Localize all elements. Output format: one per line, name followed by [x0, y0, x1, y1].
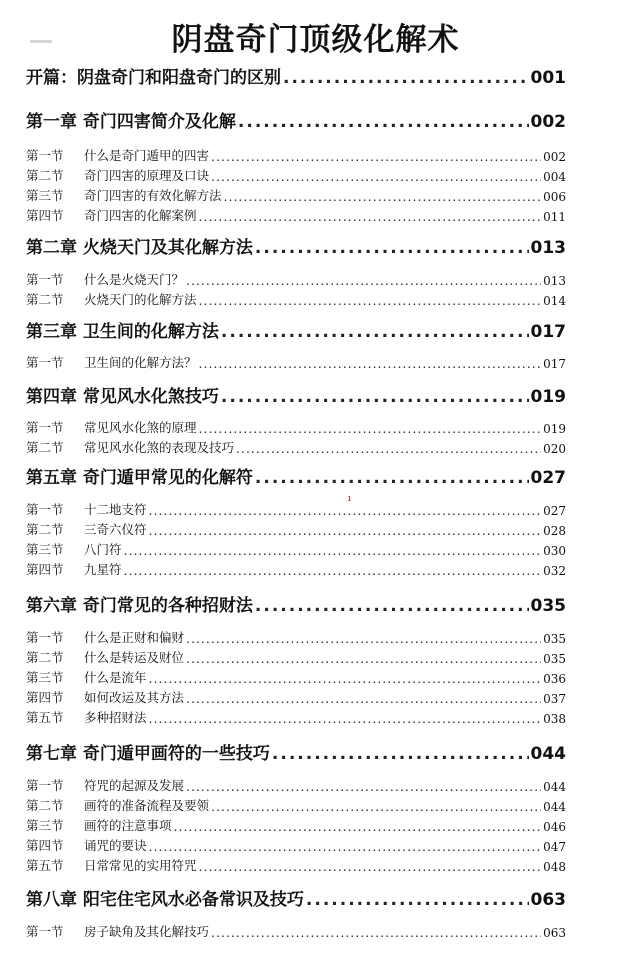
section-number: 第五节	[26, 858, 64, 873]
leader-dots	[236, 441, 541, 456]
section-label	[26, 418, 197, 436]
section-label	[26, 438, 234, 456]
chapter-page: 019	[530, 387, 566, 407]
leader-dots	[211, 169, 541, 184]
leader-dots	[283, 68, 529, 88]
section-page: 006	[543, 190, 566, 204]
section-label	[26, 856, 197, 874]
section-page: 063	[543, 926, 566, 940]
section-title: 八门符	[84, 542, 122, 557]
section-row	[26, 418, 566, 436]
section-label	[26, 628, 184, 646]
leader-dots	[199, 293, 542, 308]
section-number: 第二节	[26, 292, 64, 307]
section-row	[26, 540, 566, 558]
section-page: 044	[543, 800, 566, 814]
section-page: 020	[543, 442, 566, 456]
section-number: 第一节	[26, 924, 64, 939]
section-number: 第三节	[26, 818, 64, 833]
section-label	[26, 540, 122, 558]
chapter-row	[26, 385, 566, 407]
section-row	[26, 922, 566, 940]
section-title: 画符的注意事项	[84, 818, 172, 833]
leader-dots	[124, 543, 542, 558]
section-label	[26, 206, 197, 224]
leader-dots	[149, 671, 542, 686]
chapter-label: 第二章 火烧天门及其化解方法	[26, 238, 253, 258]
leader-dots	[149, 839, 542, 854]
leader-dots	[221, 322, 529, 342]
section-row	[26, 816, 566, 834]
section-number: 第一节	[26, 272, 64, 287]
section-page: 044	[543, 780, 566, 794]
section-row	[26, 186, 566, 204]
section-page: 035	[543, 652, 566, 666]
section-title: 如何改运及其方法	[84, 690, 185, 705]
section-label	[26, 560, 122, 578]
section-number: 第四节	[26, 562, 64, 577]
leader-dots	[149, 503, 542, 518]
leader-dots	[255, 238, 529, 258]
section-page: 036	[543, 672, 566, 686]
leader-dots	[238, 112, 529, 132]
section-page: 019	[543, 422, 566, 436]
chapter-row	[26, 320, 566, 342]
section-number: 第二节	[26, 440, 64, 455]
section-page: 013	[543, 274, 566, 288]
chapter-row	[26, 594, 566, 616]
leader-dots	[174, 819, 542, 834]
section-label	[26, 353, 197, 371]
section-page: 032	[543, 564, 566, 578]
section-row	[26, 270, 566, 288]
section-number: 第四节	[26, 208, 64, 223]
section-title: 卫生间的化解方法？	[84, 355, 197, 370]
section-page: 027	[543, 504, 566, 518]
chapter-page: 002	[530, 112, 566, 132]
leader-dots	[221, 387, 529, 407]
chapter-label: 第八章 阳宅住宅风水必备常识及技巧	[26, 890, 304, 910]
leader-dots	[149, 523, 542, 538]
section-label	[26, 146, 209, 164]
chapter-page: 013	[530, 238, 566, 258]
section-row	[26, 688, 566, 706]
section-title: 奇门四害的化解案例	[84, 208, 197, 223]
leader-dots	[224, 189, 542, 204]
section-number: 第三节	[26, 542, 64, 557]
section-title: 什么是流年	[84, 670, 147, 685]
section-page: 047	[543, 840, 566, 854]
section-number: 第五节	[26, 710, 64, 725]
section-page: 028	[543, 524, 566, 538]
leader-dots	[272, 744, 529, 764]
chapter-page: 044	[530, 744, 566, 764]
section-number: 第二节	[26, 168, 64, 183]
section-row	[26, 560, 566, 578]
leader-dots	[255, 468, 529, 488]
section-row	[26, 166, 566, 184]
chapter-page: 063	[530, 890, 566, 910]
section-label	[26, 688, 184, 706]
section-label	[26, 186, 222, 204]
section-number: 第一节	[26, 630, 64, 645]
intro-page: 001	[530, 68, 566, 88]
section-label	[26, 776, 184, 794]
section-row	[26, 836, 566, 854]
chapter-label: 第七章 奇门遁甲画符的一些技巧	[26, 744, 270, 764]
section-number: 第一节	[26, 420, 64, 435]
section-number: 第三节	[26, 188, 64, 203]
section-page: 048	[543, 860, 566, 874]
chapter-page: 035	[530, 596, 566, 616]
leader-dots	[149, 711, 542, 726]
section-title: 常见风水化煞的原理	[84, 420, 197, 435]
section-page: 038	[543, 712, 566, 726]
section-row	[26, 776, 566, 794]
section-title: 什么是转运及财位	[84, 650, 185, 665]
section-title: 常见风水化煞的表现及技巧	[84, 440, 235, 455]
chapter-row	[26, 888, 566, 910]
section-row	[26, 708, 566, 726]
leader-dots	[124, 563, 542, 578]
red-mark: ı	[348, 494, 351, 504]
leader-dots	[211, 925, 541, 940]
chapter-label: 第三章 卫生间的化解方法	[26, 322, 219, 342]
section-title: 多种招财法	[84, 710, 147, 725]
section-label	[26, 836, 147, 854]
section-label	[26, 816, 172, 834]
section-title: 奇门四害的原理及口诀	[84, 168, 210, 183]
section-row	[26, 628, 566, 646]
intro-label: 开篇：阴盘奇门和阳盘奇门的区别	[26, 68, 281, 88]
leader-dots	[199, 859, 542, 874]
section-row	[26, 668, 566, 686]
section-label	[26, 708, 147, 726]
toc-intro-row	[26, 66, 566, 88]
section-label	[26, 922, 209, 940]
chapter-row	[26, 466, 566, 488]
chapter-page: 017	[530, 322, 566, 342]
leader-dots	[211, 799, 541, 814]
chapter-label: 第一章 奇门四害简介及化解	[26, 112, 236, 132]
section-number: 第二节	[26, 650, 64, 665]
section-page: 037	[543, 692, 566, 706]
section-number: 第一节	[26, 355, 64, 370]
chapter-page: 027	[530, 468, 566, 488]
section-title: 九星符	[84, 562, 122, 577]
section-row	[26, 290, 566, 308]
section-page: 004	[543, 170, 566, 184]
section-row	[26, 520, 566, 538]
section-label	[26, 520, 147, 538]
section-page: 002	[543, 150, 566, 164]
section-page: 017	[543, 357, 566, 371]
leader-dots	[186, 779, 541, 794]
leader-dots	[199, 209, 542, 224]
section-label	[26, 166, 209, 184]
leader-dots	[255, 596, 529, 616]
section-number: 第一节	[26, 148, 64, 163]
leader-dots	[306, 890, 529, 910]
section-number: 第四节	[26, 690, 64, 705]
section-label	[26, 668, 147, 686]
section-row	[26, 353, 566, 371]
section-row	[26, 796, 566, 814]
section-label	[26, 500, 147, 518]
chapter-row	[26, 110, 566, 132]
section-page: 035	[543, 632, 566, 646]
section-title: 什么是正财和偏财	[84, 630, 185, 645]
section-number: 第一节	[26, 778, 64, 793]
section-label	[26, 290, 197, 308]
section-label	[26, 796, 209, 814]
leader-dots	[186, 691, 541, 706]
section-label	[26, 648, 184, 666]
leader-dots	[186, 651, 541, 666]
section-title: 奇门四害的有效化解方法	[84, 188, 222, 203]
page-title: 阴盘奇门顶级化解术	[171, 22, 460, 58]
section-title: 十二地支符	[84, 502, 147, 517]
section-number: 第二节	[26, 522, 64, 537]
section-title: 符咒的起源及发展	[84, 778, 185, 793]
section-page: 046	[543, 820, 566, 834]
section-row	[26, 856, 566, 874]
section-title: 画符的准备流程及要领	[84, 798, 210, 813]
section-row	[26, 438, 566, 456]
section-number: 第一节	[26, 502, 64, 517]
leader-dots	[211, 149, 541, 164]
section-label	[26, 270, 184, 288]
section-title: 火烧天门的化解方法	[84, 292, 197, 307]
chapter-label: 第五章 奇门遁甲常见的化解符	[26, 468, 253, 488]
section-title: 三奇六仪符	[84, 522, 147, 537]
chapter-label: 第六章 奇门常见的各种招财法	[26, 596, 253, 616]
leader-dots	[186, 631, 541, 646]
section-title: 日常常见的实用符咒	[84, 858, 197, 873]
section-row	[26, 206, 566, 224]
section-row	[26, 648, 566, 666]
section-title: 什么是火烧天门？	[84, 272, 185, 287]
section-title: 什么是奇门遁甲的四害	[84, 148, 210, 163]
section-number: 第二节	[26, 798, 64, 813]
section-title: 房子缺角及其化解技巧	[84, 924, 210, 939]
section-row	[26, 500, 566, 518]
leader-dots	[199, 356, 542, 371]
section-number: 第四节	[26, 838, 64, 853]
section-title: 诵咒的要诀	[84, 838, 147, 853]
section-page: 030	[543, 544, 566, 558]
leader-dots	[199, 421, 542, 436]
section-row	[26, 146, 566, 164]
leader-dots	[186, 273, 541, 288]
section-page: 014	[543, 294, 566, 308]
section-page: 011	[543, 210, 566, 224]
section-number: 第三节	[26, 670, 64, 685]
chapter-row	[26, 236, 566, 258]
chapter-label: 第四章 常见风水化煞技巧	[26, 387, 219, 407]
chapter-row	[26, 742, 566, 764]
